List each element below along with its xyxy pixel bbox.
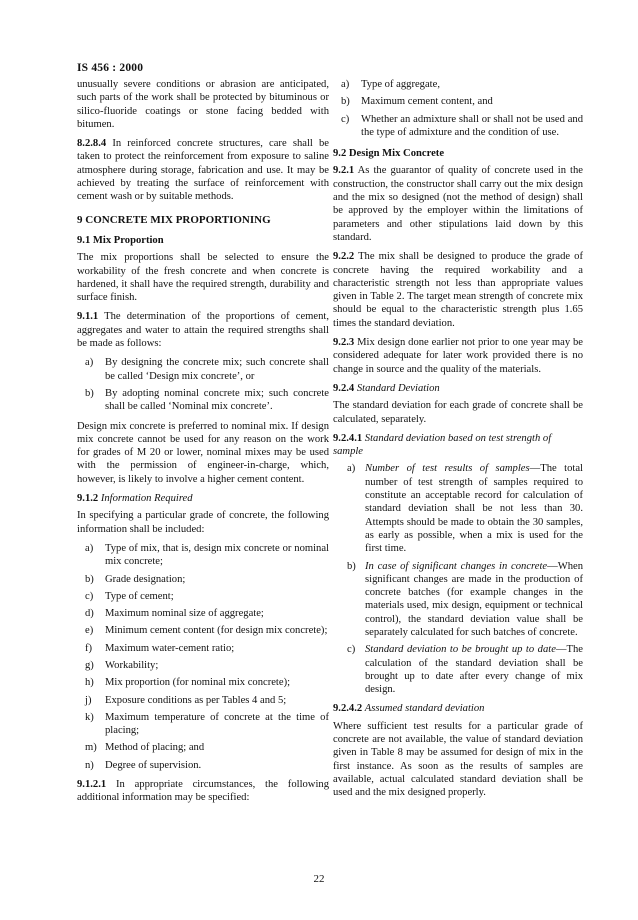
clause-text: In appropriate circumstances, the following additional information may be specified: <box>77 779 329 804</box>
list-text: Method of placing; and <box>105 742 205 754</box>
list-label: b) <box>85 387 94 399</box>
paragraph-design-mix: Design mix concrete is preferred to nominal mix. If design mix concrete cannot be used for any reason on the work for grades of M 20 or lower, nominal mixes may be used with the permission of engineer-in-charge, which, however, is likely to involve a higher cement content. <box>77 420 329 485</box>
list-label: n) <box>85 759 94 771</box>
list-item <box>77 694 329 707</box>
left-column <box>77 78 329 811</box>
clause-9-2-2 <box>333 250 583 330</box>
list-9-1-2-1 <box>333 78 583 139</box>
list-item <box>333 95 583 108</box>
section-heading-9 <box>77 214 329 227</box>
subsection-number: 9.2.4.2 <box>333 703 363 715</box>
page-number: 22 <box>313 873 325 885</box>
paragraph-9-1-2: In specifying a particular grade of concrete, the following information shall be included: <box>77 510 329 535</box>
list-text: The calculation of the standard deviation shall be brought up to date after every change of mix design. <box>365 644 583 696</box>
list-text: Mix proportion (for nominal mix concrete); <box>105 677 291 689</box>
list-item <box>77 590 329 603</box>
clause-number: 9.2.3 <box>333 337 355 349</box>
subsection-number: 9.2.4 <box>333 382 355 394</box>
clause-number: 8.2.8.4 <box>77 138 107 150</box>
list-item <box>77 642 329 655</box>
list-text: Exposure conditions as per Tables 4 and 5; <box>105 694 287 706</box>
list-item-title: Standard deviation to be brought up to date <box>365 644 556 656</box>
subsection-heading-9-2 <box>333 147 583 160</box>
list-9-1-1 <box>77 356 329 413</box>
subsection-heading-9-2-4-1 <box>333 432 583 459</box>
clause-text: As the guarantor of quality of concrete used in the construction, the constructor shall carry out the mix design and the mix so designed (not the method of design) shall be approved by the employer within the limitations of parameters and other stipulations laid down by this standard. <box>333 165 583 243</box>
list-text: Type of cement; <box>105 590 174 602</box>
list-item-title: Number of test results of samples <box>365 463 530 475</box>
section-number: 9 <box>77 213 83 226</box>
list-label: a) <box>341 79 350 90</box>
clause-8-2-8-4 <box>77 137 329 203</box>
list-item <box>333 78 583 91</box>
list-item <box>77 759 329 772</box>
list-text: Type of mix, that is, design mix concrete or nominal mix concrete; <box>105 542 329 568</box>
subsection-heading-9-2-4 <box>333 382 583 395</box>
clause-9-2-3 <box>333 336 583 376</box>
right-column <box>333 78 583 806</box>
clause-text: In reinforced concrete structures, care shall be taken to protect the reinforcement from exposure to saline atmosphere during storage, fabrication and use. It may be achieved by treating the surface of reinforcement with cement wash or by suitable methods. <box>77 138 329 203</box>
page-header-standard: IS 456 : 2000 <box>77 62 144 74</box>
list-label: e) <box>85 625 94 637</box>
list-label: b) <box>341 96 350 108</box>
paragraph-9-2-4: The standard deviation for each grade of concrete shall be calculated, separately. <box>333 400 583 425</box>
list-text: By designing the concrete mix; such concrete shall be called ‘Design mix concrete’, or <box>105 357 329 382</box>
subsection-title: Mix Proportion <box>92 234 164 246</box>
list-item <box>77 542 329 569</box>
subsection-title: Standard deviation based on test strength of sample <box>333 432 552 458</box>
section-title: CONCRETE MIX PROPORTIONING <box>85 213 271 226</box>
clause-9-2-1 <box>333 164 583 244</box>
list-item-title: In case of significant changes in concrete <box>365 560 548 572</box>
subsection-number: 9.2 <box>333 148 347 160</box>
list-item <box>77 356 329 383</box>
list-label: b) <box>347 560 356 572</box>
list-label: f) <box>85 642 93 654</box>
list-text: When significant changes are made in the production of concrete batches (for example changes in the materials used, mix design, equipment or technical control), the standard deviation value shall be separately calculated for such batches of concrete. <box>365 560 583 638</box>
clause-number: 9.2.1 <box>333 165 355 177</box>
list-item: c) Standard deviation to be brought up to date—The calculation of the standard deviation shall be brought up to date after every change of mix design. <box>347 644 583 696</box>
clause-text: Mix design done earlier not prior to one year may be considered adequate for later work provided there is no change in source and the quality of the materials. <box>333 337 583 375</box>
clause-number: 9.2.2 <box>333 251 355 263</box>
subsection-title: Assumed standard deviation <box>364 703 485 715</box>
list-9-1-2 <box>77 542 329 772</box>
paragraph-9-1: The mix proportions shall be selected to ensure the workability of the fresh concrete and when concrete is hardened, it shall have the required strength, durability and surface finish. <box>77 252 329 304</box>
list-label: g) <box>85 659 94 671</box>
list-item: a) Number of test results of samples—The total number of test strength of samples required to constitute an acceptable record for calculation of standard deviation shall be not less than 30. Attempts should be made to obtain the 30 samples, as early as possible, when a mix is used for the first time. <box>347 463 583 555</box>
list-label: c) <box>347 644 356 656</box>
list-item <box>77 573 329 586</box>
list-text: Grade designation; <box>105 573 186 585</box>
list-text: By adopting nominal concrete mix; such concrete shall be called ‘Nominal mix concrete’. <box>105 387 329 413</box>
list-label: d) <box>85 608 94 620</box>
list-label: a) <box>85 542 94 554</box>
list-text: Maximum cement content, and <box>361 96 493 108</box>
list-label: j) <box>85 694 92 706</box>
list-item <box>77 387 329 414</box>
list-item: b) In case of significant changes in concrete—When significant changes are made in the production of concrete batches (for example changes in the materials used, mix design, equipment or technical control), the standard deviation value shall be separately calculated for such batches of concrete. <box>347 560 583 638</box>
clause-9-1-2-1 <box>77 778 329 805</box>
subsection-number: 9.1.2 <box>77 493 99 505</box>
list-item <box>77 624 329 637</box>
subsection-heading-9-2-4-2 <box>333 702 583 715</box>
paragraph-9-2-4-2: Where sufficient test results for a particular grade of concrete are not available, the value of standard deviation given in Table 8 may be assumed for design of mix in the first instance. As soon as the results of samples are available, actual calculated standard deviation shall be used and the mix designed properly. <box>333 720 583 799</box>
list-item <box>333 113 583 140</box>
subsection-number: 9.1 <box>77 234 91 246</box>
list-text: Maximum water-cement ratio; <box>105 642 235 654</box>
list-text: Maximum temperature of concrete at the time of placing; <box>105 711 329 737</box>
list-text: Workability; <box>105 659 159 671</box>
list-label: c) <box>341 113 350 125</box>
list-text: The total number of test strength of samples required to constitute an acceptable record for calculation of standard deviation shall be not less than 30. Attempts should be made to obtain the 30 samples, as early as possible, when a mix is used for the first time. <box>365 463 583 555</box>
paragraph-intro: unusually severe conditions or abrasion are anticipated, such parts of the work shall be protected by bituminous or silico-fluoride coatings or stone facing bedded with bitumen. <box>77 79 329 130</box>
list-text: Maximum nominal size of aggregate; <box>105 608 264 620</box>
list-item <box>77 711 329 738</box>
clause-number: 9.1.2.1 <box>77 779 107 791</box>
clause-9-1-1 <box>77 310 329 350</box>
list-text: Whether an admixture shall or shall not be used and the type of admixture and the condition of use. <box>361 113 583 138</box>
clause-text: The determination of the proportions of cement, aggregates and water to attain the required strengths shall be made as follows: <box>77 311 329 350</box>
list-9-2-4-1 <box>333 462 583 696</box>
list-label: c) <box>85 590 94 602</box>
list-text: Type of aggregate, <box>361 79 440 90</box>
list-text: Degree of supervision. <box>105 759 202 771</box>
clause-text: The mix shall be designed to produce the grade of concrete having the required workability and a characteristic strength not less than appropriate values given in Table 2. The target mean strength of concrete mix should be equal to the characteristic strength plus 1.65 times the standard deviation. <box>333 251 583 329</box>
subsection-number: 9.2.4.1 <box>333 432 363 444</box>
list-item <box>77 607 329 620</box>
list-label: m) <box>85 742 97 754</box>
list-label: b) <box>85 573 94 585</box>
list-label: a) <box>85 357 94 369</box>
subsection-heading-9-1 <box>77 234 329 247</box>
subsection-title: Design Mix Concrete <box>348 148 445 160</box>
clause-number: 9.1.1 <box>77 311 99 323</box>
list-item <box>77 741 329 754</box>
list-label: k) <box>85 711 94 723</box>
subsection-title: Information Required <box>100 493 193 505</box>
subsection-title: Standard Deviation <box>356 382 440 394</box>
list-item <box>77 676 329 689</box>
subsection-heading-9-1-2 <box>77 492 329 505</box>
list-label: a) <box>347 463 356 475</box>
list-label: h) <box>85 677 94 689</box>
list-text: Minimum cement content (for design mix concrete); <box>105 625 328 637</box>
list-item <box>77 659 329 672</box>
